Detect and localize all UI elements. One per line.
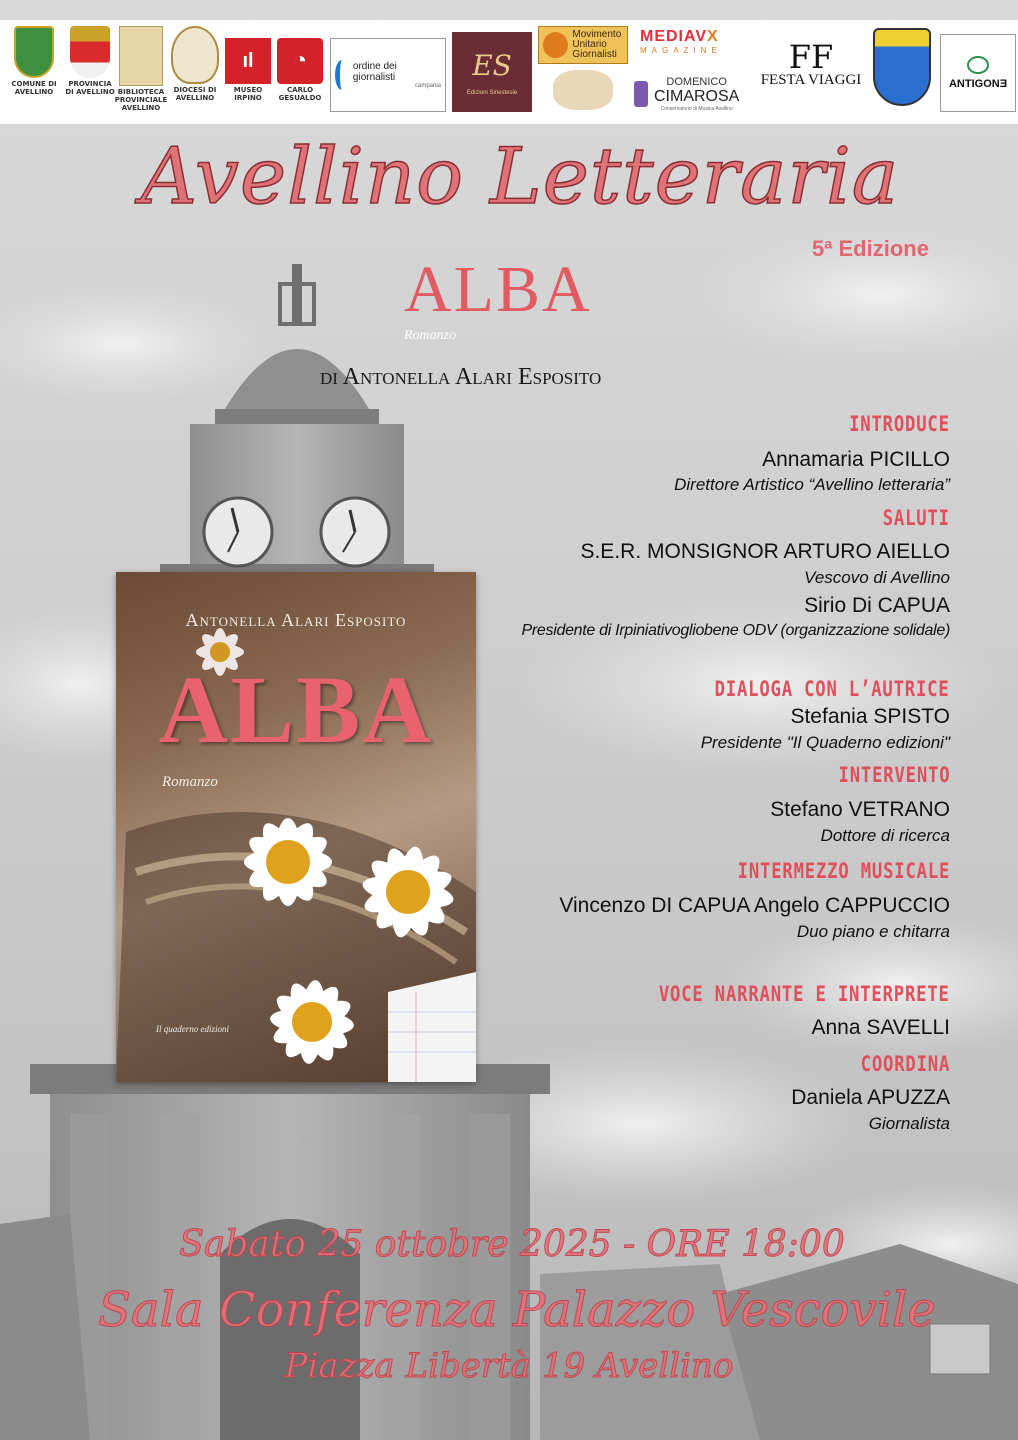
sinestesie-monogram-icon: ES (472, 48, 512, 82)
logo-edizioni-sinestesie: ES Edizioni Sinestesie (452, 32, 532, 112)
role-dialoga: Presidente "Il Quaderno edizioni" (700, 733, 950, 752)
logo-conservatorio-cimarosa: DOMENICO CIMAROSA Conservatorio di Musica Avellino (634, 76, 754, 112)
name-voce: Anna SAVELLI (811, 1016, 950, 1039)
event-date-time: Sabato 25 ottobre 2025 - ORE 18:00 (179, 1224, 845, 1265)
event-venue: Sala Conferenza Palazzo Vescovile (98, 1282, 936, 1338)
cover-title: ALBA (158, 656, 434, 763)
movimento-mark-icon (543, 32, 568, 58)
festival-title: Avellino Letteraria (140, 132, 900, 222)
role-saluti-2: Presidente di Irpiniativogliobene ODV (organizzazione solidale) (521, 622, 950, 639)
logo-diocesi: DIOCESI DI AVELLINO (168, 26, 222, 102)
name-dialoga: Stefania SPISTO (790, 705, 950, 728)
book-title: ALBA (404, 253, 592, 326)
biblioteca-emblem-icon (119, 26, 163, 86)
movimento-illustration-icon (553, 70, 613, 110)
logo-movimento-unitario-giornalisti: Movimento Unitario Giornalisti (538, 26, 628, 110)
role-intermezzo: Duo piano e chitarra (796, 922, 950, 941)
role-coordina: Giornalista (868, 1114, 950, 1133)
book-genre: Romanzo (404, 328, 457, 343)
label-intervento: INTERVENTO (838, 763, 950, 787)
logo-mediavox: MEDIAVX MAGAZINE (640, 28, 722, 55)
label-saluti: SALUTI (882, 506, 950, 530)
role-introduce: Direttore Artistico “Avellino letteraria” (674, 475, 950, 494)
label-voce: VOCE NARRANTE E INTERPRETE (659, 982, 950, 1006)
logo-carlo-gesualdo: ◔ CARLO GESUALDO (276, 38, 324, 102)
logo-crest-blue (872, 28, 932, 106)
logo-antigone: ANTIGONƎ (940, 34, 1016, 112)
logo-provincia-avellino: PROVINCIA DI AVELLINO (62, 26, 118, 96)
festa-viaggi-monogram-icon: FF (788, 38, 834, 76)
carlo-gesualdo-mark-icon: ◔ (277, 38, 323, 84)
edition-label: 5ª Edizione (812, 236, 929, 261)
book-cover-image (116, 572, 476, 1082)
name-coordina: Daniela APUZZA (791, 1086, 950, 1109)
cimarosa-crest-icon (634, 81, 648, 107)
antigone-mark-icon (967, 56, 989, 74)
name-saluti-2: Sirio Di CAPUA (804, 594, 950, 617)
cover-genre: Romanzo (162, 774, 218, 790)
logo-festa-viaggi: FF FESTA VIAGGI (760, 38, 862, 88)
name-intermezzo: Vincenzo DI CAPUA Angelo CAPPUCCIO (559, 894, 950, 917)
role-intervento: Dottore di ricerca (820, 826, 950, 845)
comune-crest-icon (14, 26, 54, 78)
event-address: Piazza Libertà 19 Avellino (284, 1346, 734, 1386)
author-byline: di Antonella Alari Esposito (320, 364, 602, 390)
role-saluti-1: Vescovo di Avellino (804, 568, 950, 587)
cover-author: Antonella Alari Esposito (185, 610, 407, 630)
ordine-mark-icon (335, 60, 349, 90)
name-introduce: Annamaria PICILLO (762, 448, 950, 471)
logo-museo-irpino: ıl MUSEO IRPINO (224, 38, 272, 102)
label-intermezzo: INTERMEZZO MUSICALE (737, 859, 950, 883)
provincia-crest-icon (70, 26, 110, 78)
museo-mark-icon: ıl (225, 38, 271, 84)
sponsor-logo-strip (0, 20, 1018, 124)
logo-biblioteca: BIBLIOTECA PROVINCIALE AVELLINO (116, 26, 166, 112)
logo-ordine-giornalisti: ordine dei giornalisti campania (330, 38, 446, 112)
label-introduce: INTRODUCE (849, 412, 950, 436)
name-intervento: Stefano VETRANO (770, 798, 950, 821)
blue-crest-icon (873, 28, 931, 106)
label-coordina: COORDINA (860, 1052, 950, 1076)
daisies-illustration (116, 572, 476, 1082)
label-dialoga: DIALOGA CON L’AUTRICE (715, 677, 950, 701)
logo-comune-avellino: COMUNE DI AVELLINO (6, 26, 62, 96)
name-saluti-1: S.E.R. MONSIGNOR ARTURO AIELLO (580, 540, 950, 563)
diocesi-crest-icon (171, 26, 219, 84)
cover-publisher: Il quaderno edizioni (156, 1024, 229, 1034)
